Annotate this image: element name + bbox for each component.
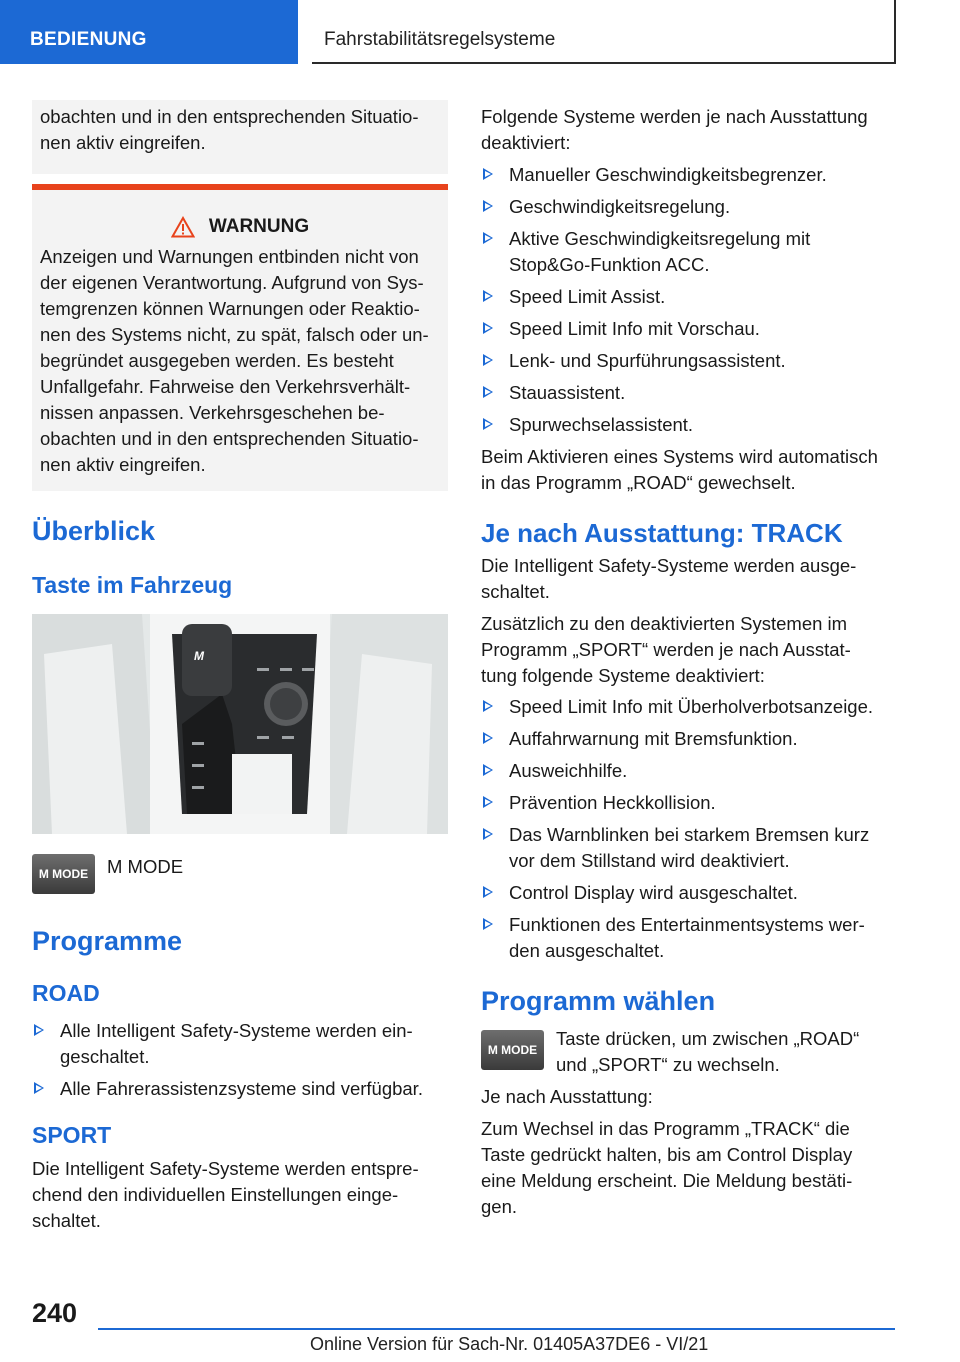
center-console-image [32,614,448,834]
list-item: Geschwindigkeitsregelung. [481,194,896,220]
text-line: nen aktiv eingreifen. [40,132,206,153]
warning-line: obachten und in den entsprechenden Situatio- [40,428,419,449]
chapter-tab [312,0,896,64]
list-item: Aktive Geschwindigkeitsregelung mit Stop&Go-Funktion ACC. [481,226,896,278]
warning-line: nen aktiv eingreifen. [40,454,206,475]
mmode-row [32,854,448,898]
warning-icon [171,216,195,238]
sport-text [32,1156,448,1234]
road-list [32,1018,448,1108]
m-mode-button-icon [32,854,95,894]
text-line: tung folgende Systeme deaktiviert: [481,665,765,686]
list-item: Alle Intelligent Safety-Systeme werden ein- geschaltet. [32,1018,448,1070]
warning-line: temgrenzen können Warnungen oder Reaktio- [40,298,420,319]
warning-line: Unfallgefahr. Fahrweise den Verkehrsverhält- [40,376,411,397]
list-item: Spurwechselassistent. [481,412,896,438]
list-item: Speed Limit Info mit Vorschau. [481,316,896,342]
svg-text:M: M [194,649,204,663]
text-line: chend den individuellen Einstellungen einge- [32,1184,399,1205]
text-line: deaktiviert: [481,132,571,153]
list-item: Speed Limit Info mit Überholverbotsanzeige. [481,694,896,720]
text-line: in das Programm „ROAD“ gewechselt. [481,472,796,493]
warning-line: Anzeigen und Warnungen entbinden nicht von [40,246,419,267]
list-item: Das Warnblinken bei starkem Bremsen kurz vor dem Stillstand wird deaktiviert. [481,822,896,874]
heading-programs: Programme [32,926,183,956]
warning-line: nen des Systems nicht, zu spät, falsch oder un- [40,324,429,345]
list-item: Speed Limit Assist. [481,284,896,310]
heading-button: Taste im Fahrzeug [32,572,233,598]
text-line: Taste gedrückt halten, bis am Control Display [481,1144,853,1165]
footer-divider [98,1328,895,1330]
warning-line: der eigenen Verantwortung. Aufgrund von Sys- [40,272,424,293]
heading-overview: Überblick [32,516,156,546]
list-item: Stauassistent. [481,380,896,406]
text-line: schaltet. [32,1210,101,1231]
equip-note [481,1084,896,1110]
text-line: Je nach Ausstattung: [481,1086,653,1107]
footer-version-text: Online Version für Sach-Nr. 01405A37DE6 - VI/21 [310,1334,709,1354]
track-text-2 [481,611,896,689]
section-label: BEDIENUNG [30,29,147,50]
text-line: Die Intelligent Safety-Systeme werden entspre- [32,1158,419,1179]
text-line: eine Meldung erscheint. Die Meldung bestäti- [481,1170,853,1191]
text-line: Zusätzlich zu den deaktivierten Systemen im [481,613,848,634]
chapter-label: Fahrstabilitätsregelsysteme [324,29,556,50]
list-item: Lenk- und Spurführungsassistent. [481,348,896,374]
text-line: schaltet. [481,581,550,602]
deactivated-list [481,162,896,444]
heading-track: Je nach Ausstattung: TRACK [481,518,843,548]
section-tab [0,0,298,64]
text-line: Zum Wechsel in das Programm „TRACK“ die [481,1118,850,1139]
track-list [481,694,896,970]
m-mode-button-icon [481,1030,544,1070]
warning-line: nissen anpassen. Verkehrsgeschehen be- [40,402,385,423]
text-line: gen. [481,1196,518,1217]
heading-road: ROAD [32,980,100,1006]
heading-select-program: Programm wählen [481,986,716,1016]
track-switch-text [481,1116,896,1220]
track-text [481,553,896,605]
text-line: obachten und in den entsprechenden Situatio- [40,106,419,127]
continued-warning-box [32,100,448,174]
list-item: Ausweichhilfe. [481,758,896,784]
select-row [481,1026,896,1082]
heading-sport: SPORT [32,1122,112,1148]
text-line: Die Intelligent Safety-Systeme werden ausge- [481,555,857,576]
warning-line: begründet ausgegeben werden. Es besteht [40,350,394,371]
text-line: Programm „SPORT“ werden je nach Ausstat- [481,639,851,660]
m-mode-icon-label: M MODE [487,1043,538,1057]
list-item: Manueller Geschwindigkeitsbegrenzer. [481,162,896,188]
m-mode-caption: M MODE [107,856,184,877]
m-mode-icon-label: M MODE [38,867,89,881]
list-item: Funktionen des Entertainmentsystems wer- den ausgeschaltet. [481,912,896,964]
auto-switch-text [481,444,896,496]
warning-box [32,184,448,491]
list-item: Alle Fahrerassistenzsysteme sind verfügbar. [32,1076,448,1102]
page-number: 240 [32,1298,78,1328]
warning-title [40,214,440,240]
list-item: Control Display wird ausgeschaltet. [481,880,896,906]
text-line: Beim Aktivieren eines Systems wird automatisch [481,446,878,467]
list-item: Auffahrwarnung mit Bremsfunktion. [481,726,896,752]
warning-heading: WARNUNG [208,216,310,237]
text-line: und „SPORT“ zu wechseln. [556,1054,780,1075]
text-line: Taste drücken, um zwischen „ROAD“ [556,1028,860,1049]
intro-text [481,104,896,156]
text-line: Folgende Systeme werden je nach Ausstattung [481,106,868,127]
list-item: Prävention Heckkollision. [481,790,896,816]
